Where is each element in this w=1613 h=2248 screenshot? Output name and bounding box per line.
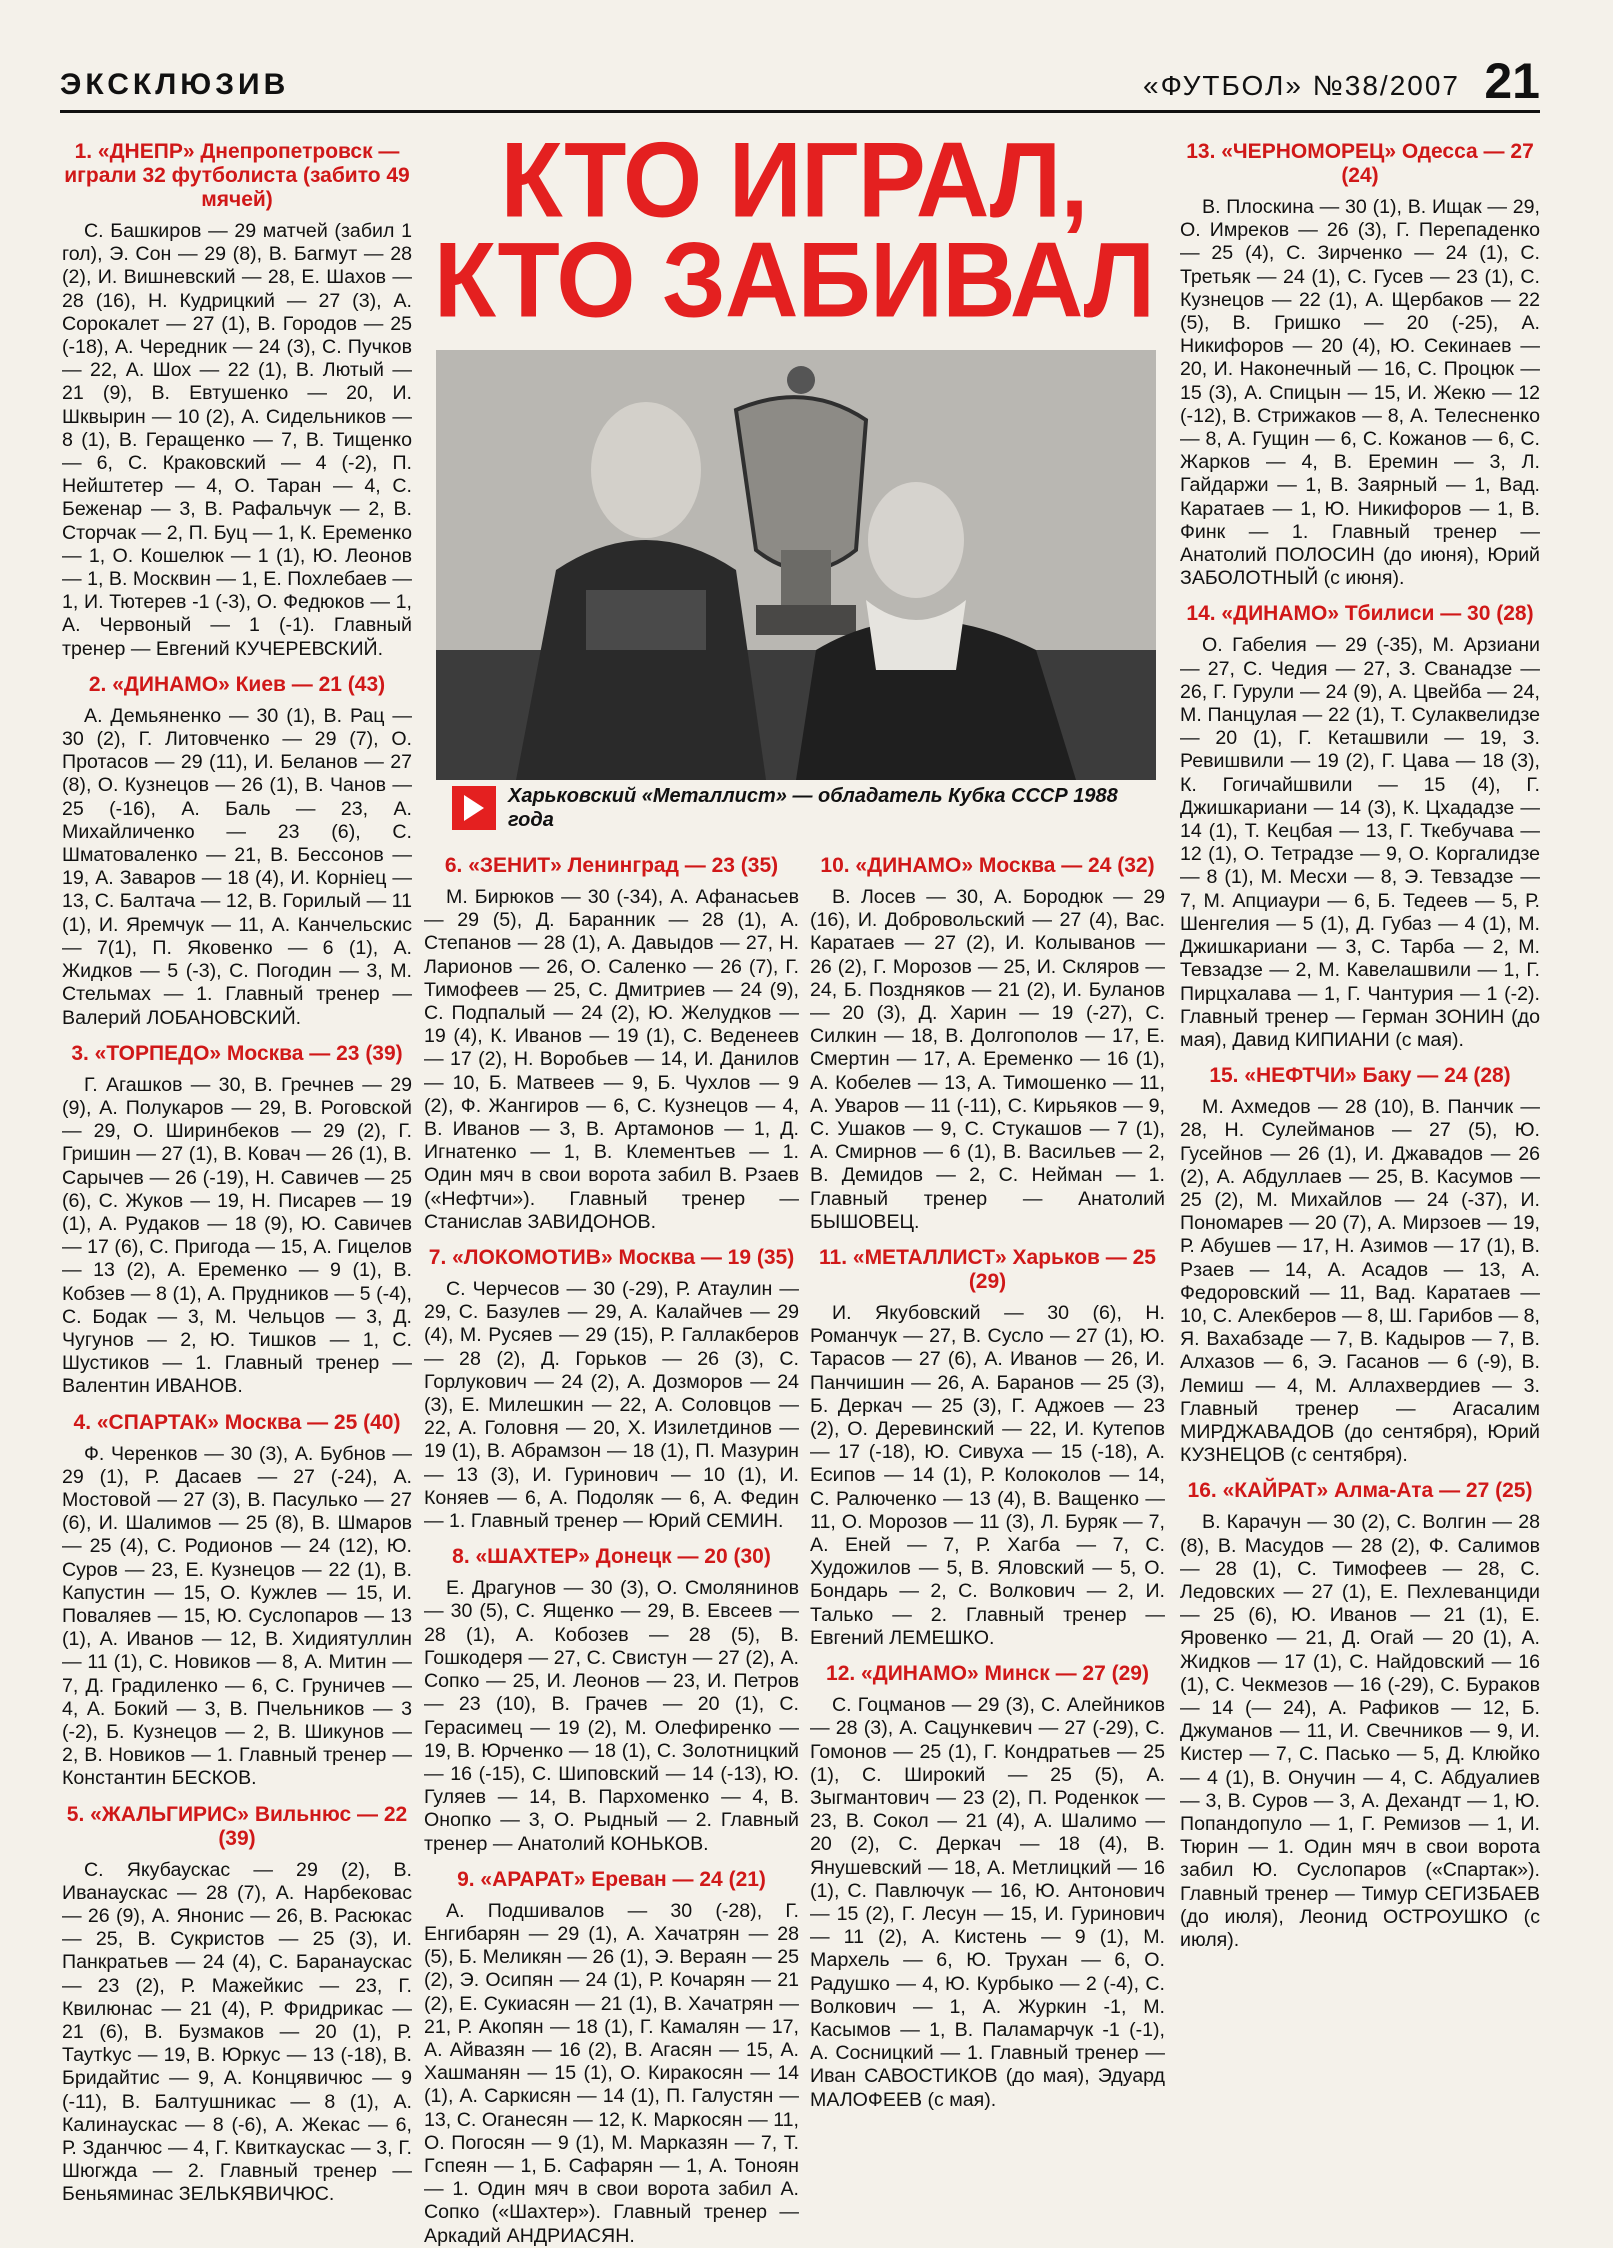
team-trophy-photo xyxy=(436,350,1156,780)
arrow-icon xyxy=(452,786,496,830)
club-title: 6. «ЗЕНИТ» Ленинград — 23 (35) xyxy=(444,854,779,877)
column-2 xyxy=(424,840,799,2247)
club-title: 9. «АРАРАТ» Ереван — 24 (21) xyxy=(457,1867,766,1891)
headline xyxy=(424,120,1164,340)
section-label: ЭКСКЛЮЗИВ xyxy=(60,68,290,101)
club-title: 16. «КАЙРАТ» Алма-Ата — 27 (25) xyxy=(1187,1479,1533,1503)
club-title: 2. «ДИНАМО» Киев — 21 (43) xyxy=(88,672,386,696)
club-title: 1. «ДНЕПР» Днепропетровск — играли 32 футболиста (забито 49 мячей) xyxy=(64,140,410,211)
club-roster: В. Карачун — 30 (2), С. Волгин — 28 (8), В. Масудов — 28 (2), Ф. Салимов — 28 (1), С. Тимофеев — 28, С. Ледовских — 27 (1), Е. Пехлеванциди — 25 (6), Ю. Иванов — 21 (1), Е. Яровенко — 21, Д. Огай — 20 (1), А. Жидков — 17 (1), С. Найдовский — 16 (1), С. Чекмезов — 16 (-29), С. Бураков — 14 (— 24), А. Рафиков — 12, Б. Джуманов — 11, И. Свечников — 9, И. Кистер — 7, С. Пасько — 5, Д. Клюйко — 4 (1), В. Онучин — 4, С. Абдуалиев — 3, В. Суров — 3, А. Дехандт — 1, Ю. Попандопуло — 1, Г. Ремизов — 1, И. Тюрин — 1. Один мяч в свои ворота забил Ю. Суслопаров («Спартак»). Главный тренер — Тимур СЕГИЗБАЕВ (до июля), Леонид ОСТРОУШКО (с июля). xyxy=(1180,1511,1540,1952)
club-title: 8. «ШАХТЕР» Донецк — 20 (30) xyxy=(452,1545,771,1569)
club-title: 11. «МЕТАЛЛИСТ» Харьков — 25 (29) xyxy=(819,1246,1156,1294)
column-1 xyxy=(62,126,412,2206)
club-title: 3. «ТОРПЕДО» Москва — 23 (39) xyxy=(71,1041,403,1065)
headline-line-1: КТО ИГРАЛ, xyxy=(500,120,1088,240)
caption-text: Харьковский «Металлист» — обладатель Кубка СССР 1988 года xyxy=(508,785,1118,831)
column-4 xyxy=(1180,126,1540,2166)
photo-caption xyxy=(452,784,1152,838)
club-roster: С. Башкиров — 29 матчей (забил 1 гол), Э. Сон — 29 (8), В. Багмут — 28 (2), И. Вишневский — 28, Е. Шахов — 28 (16), Н. Кудрицкий — 27 (3), А. Сорокалет — 27 (1), В. Городов — 25 (-18), А. Чередник — 24 (3), С. Пучков — 22, А. Шох — 22 (1), В. Лютый — 21 (9), В. Евтушенко — 20, И. Шквырин — 10 (2), А. Сидельников — 8 (1), В. Геращенко — 7, В. Тищенко — 6, С. Краковский — 4 (-2), П. Нейштетер — 4, О. Таран — 4, С. Беженар — 3, В. Рафальчук — 2, В. Сторчак — 2, П. Буц — 1, К. Еременко — 1, О. Кошелюк — 1 (1), Ю. Леонов — 1, В. Москвин — 1, Е. Похлебаев — 1, И. Тютерев -1 (-3), О. Федюков — 1, А. Червоный — 1 (-1). Главный тренер — Евгений КУЧЕРЕВСКИЙ. xyxy=(62,220,412,660)
club-roster: Е. Драгунов — 30 (3), О. Смолянинов — 30 (5), С. Ященко — 29, В. Евсеев — 28 (1), А. Кобозев — 28 (5), В. Гошкодеря — 27, С. Свистун — 27 (2), А. Сопко — 25, И. Леонов — 23, И. Петров — 23 (10), В. Грачев — 20 (1), С. Герасимец — 19 (2), М. Олефиренко — 19, В. Юрченко — 18 (1), С. Золотницкий — 16 (-15), С. Шиповский — 14 (-13), Ю. Гуляев — 14, В. Пархоменко — 4, В. Онопко — 3, О. Рыдный — 2. Главный тренер — Анатолий КОНЬКОВ. xyxy=(424,1577,799,1855)
club-title: 15. «НЕФТЧИ» Баку — 24 (28) xyxy=(1209,1064,1511,1088)
club-roster: А. Подшивалов — 30 (-28), Г. Енгибарян — 29 (1), А. Хачатрян — 28 (5), Б. Меликян — 26 (1), Э. Вераян — 25 (2), Э. Осипян — 24 (1), Р. Кочарян — 21 (2), Е. Сукиасян — 21 (1), В. Хачатрян — 21, Р. Акопян — 18 (1), Г. Камалян — 17, А. Айвазян — 16 (2), В. Агасян — 15, А. Хашманян — 15 (1), О. Киракосян — 14 (1), А. Саркисян — 14 (1), П. Галустян — 13, С. Оганесян — 12, К. Маркосян — 11, О. Погосян — 9 (1), М. Марказян — 7, Т. Гспеян — 1, Б. Сафарян — 1, А. Тонoян — 1. Один мяч в свои ворота забил А. Сопко («Шахтер»). Главный тренер — Аркадий АНДРИАСЯН. xyxy=(424,1899,799,2247)
club-roster: В. Лосев — 30, А. Бородюк — 29 (16), И. Добровольский — 27 (4), Вас. Каратаев — 27 (2), И. Колыванов — 26 (2), Г. Морозов — 25, И. Скляров — 24, Б. Поздняков — 21 (2), И. Буланов — 20 (3), Д. Харин — 19 (-27), С. Силкин — 18, В. Долгополов — 17, Е. Смертин — 17, А. Еременко — 16 (1), А. Кобелев — 13, А. Тимошенко — 11, А. Уваров — 11 (-11), С. Кирьяков — 9, С. Ушаков — 9, С. Стукашов — 7 (1), А. Смирнов — 6 (1), В. Васильев — 2, В. Демидов — 2, С. Нейман — 1. Главный тренер — Анатолий БЫШОВЕЦ. xyxy=(810,886,1165,1233)
club-roster: М. Бирюков — 30 (-34), А. Афанасьев — 29 (5), Д. Баранник — 28 (1), А. Степанов — 28 (1), А. Давыдов — 27, Н. Ларионов — 26, О. Саленко — 26 (7), Г. Тимофеев — 25, С. Дмитриев — 24 (9), С. Подпалый — 24 (2), Ю. Желудков — 19 (4), К. Иванов — 19 (1), С. Веденеев — 17 (2), Н. Воробьев — 14, И. Данилов — 10, Б. Матвеев — 9, Б. Чухлов — 9 (2), Ф. Жангиров — 6, С. Кузнецов — 4, В. Иванов — 3, В. Артамонов — 1, Д. Игнатенко — 1, В. Клементьев — 1. Один мяч в свои ворота забил В. Рзаев («Нефтчи»). Главный тренер — Станислав ЗАВИДОНОВ. xyxy=(424,886,799,1233)
club-roster: И. Якубовский — 30 (6), Н. Романчук — 27, В. Сусло — 27 (1), Ю. Тарасов — 27 (6), А. Иванов — 26, И. Панчишин — 26, А. Баранов — 25 (3), Б. Деркач — 25 (3), Г. Аджоев — 23 (2), О. Деревинский — 22, И. Кутепов — 17 (-18), Ю. Сивуха — 15 (-18), А. Есипов — 14 (1), Р. Колоколов — 14, С. Ралюченко — 13 (4), В. Ващенко — 11, О. Морозов — 11 (3), Л. Буряк — 7, А. Еней — 7, Р. Хагба — 7, С. Художилов — 5, В. Яловский — 5, О. Бондарь — 2, С. Волкович — 2, И. Талько — 2. Главный тренер — Евгений ЛЕМЕШКО. xyxy=(810,1302,1165,1649)
club-roster: М. Ахмедов — 28 (10), В. Панчик — 28, Н. Сулейманов — 27 (5), Ю. Гусейнов — 26 (1), И. Джавадов — 26 (2), А. Абдуллаев — 25, В. Касумов — 25 (2), М. Михайлов — 24 (-37), И. Пономарев — 20 (7), А. Мирзоев — 19, Р. Абушев — 17, Н. Азимов — 17 (1), В. Рзаев — 14, А. Асадов — 13, А. Федоровский — 11, Вад. Каратаев — 10, С. Алекберов — 8, Ш. Гарибов — 8, Я. Вахабзаде — 7, В. Кадыров — 7, В. Алхазов — 6, Э. Гасанов — 6 (-9), В. Лемиш — 4, М. Аллахвердиев — 3. Главный тренер — Агасалим МИРДЖАВАДОВ (до сентября), Юрий КУЗНЕЦОВ (с сентября). xyxy=(1180,1096,1540,1467)
issue-label: «ФУТБОЛ» №38/2007 xyxy=(1143,70,1460,101)
club-roster: А. Демьяненко — 30 (1), В. Рац — 30 (2), Г. Литовченко — 29 (7), О. Протасов — 29 (11), И. Беланов — 27 (8), О. Кузнецов — 26 (1), В. Чанов — 25 (-16), А. Баль — 23, А. Михайличенко — 23 (6), С. Шматоваленко — 21, В. Бессонов — 19, А. Заваров — 18 (4), И. Корнiец — 13, С. Балтача — 12, В. Горилый — 11 (1), И. Яремчук — 11, А. Канчельскис — 7(1), П. Яковенко — 6 (1), А. Жидков — 5 (-3), С. Погодин — 3, М. Стельмах — 1. Главный тренер — Валерий ЛОБАНОВСКИЙ. xyxy=(62,704,412,1029)
club-title: 7. «ЛОКОМОТИВ» Москва — 19 (35) xyxy=(428,1246,795,1270)
column-3 xyxy=(810,840,1165,2160)
club-roster: О. Габелия — 29 (-35), М. Арзиани — 27, С. Чедия — 27, З. Сванадзе — 26, Г. Гурули — 24 (9), А. Цвейба — 24, М. Панцулая — 22 (1), Т. Сулаквелидзе — 20 (1), Г. Кеташвили — 19, З. Ревишвили — 19 (2), Г. Цава — 18 (3), К. Гогичайшвили — 15 (4), Г. Джишкариани — 14 (3), К. Цxададзе — 14 (1), Т. Кецбая — 13, Г. Ткебучава — 12 (1), О. Тетрадзе — 9, О. Коргалидзе — 8 (1), М. Месхи — 8, Э. Тевзадзе — 7, М. Апциаури — 6, Б. Тедеев — 5, Р. Шенгелия — 5 (1), Д. Губаз — 4 (1), М. Джишкариани — 3, С. Тарба — 2, М. Тевзадзе — 2, М. Кавелашвили — 1, Г. Пирцхалава — 1, Г. Чантурия — 1 (-2). Главный тренер — Герман ЗОНИН (до мая), Давид КИПИАНИ (с мая). xyxy=(1180,634,1540,1051)
club-title: 5. «ЖАЛЬГИРИС» Вильнюс — 22 (39) xyxy=(66,1802,408,1850)
page-number: 21 xyxy=(1484,53,1540,109)
club-roster: Г. Агашков — 30, В. Гречнев — 29 (9), А. Полукаров — 29, В. Роговской — 29, О. Ширинбеков — 29 (2), Г. Гришин — 27 (1), В. Ковач — 26 (1), В. Сарычев — 26 (-19), Н. Савичев — 25 (6), С. Жуков — 19, Н. Писарев — 19 (1), А. Рудаков — 18 (9), Ю. Савичев — 17 (6), С. Пригода — 15, А. Гицелов — 13 (2), А. Еременко — 9 (1), В. Кобзев — 8 (1), А. Прудников — 5 (-4), С. Бодак — 3, М. Чельцов — 3, Д. Чугунов — 2, Ю. Тишков — 1, С. Шустиков — 1. Главный тренер — Валентин ИВАНОВ. xyxy=(62,1073,412,1398)
club-title: 14. «ДИНАМО» Тбилиси — 30 (28) xyxy=(1186,602,1534,626)
club-title: 13. «ЧЕРНОМОРЕЦ» Одесса — 27 (24) xyxy=(1186,140,1534,187)
photo-illustration xyxy=(436,350,1156,780)
club-roster: В. Плоскина — 30 (1), В. Ищак — 29, О. Имреков — 26 (3), Г. Перепаденко — 25 (4), С. Зирченко — 24 (1), С. Третьяк — 24 (1), С. Гусев — 23 (1), С. Кузнецов — 22 (1), А. Щербаков — 22 (5), В. Гришко — 20 (-25), А. Никифоров — 20 (4), Ю. Секинаев — 20, И. Наконечный — 16, С. Процюк — 15 (3), А. Спицын — 15, И. Жекю — 12 (-12), В. Стрижаков — 8, А. Телесненко — 8, А. Гущин — 6, С. Кожанов — 6, С. Жарков — 4, В. Еремин — 3, Л. Гайдаржи — 1, В. Заярный — 1, Вад. Каратаев — 1, Ю. Никифоров — 1, В. Финк — 1. Главный тренер — Анатолий ПОЛОСИН (до июня), Юрий ЗАБОЛОТНЫЙ (с июня). xyxy=(1180,196,1540,590)
club-title: 12. «ДИНАМО» Минск — 27 (29) xyxy=(826,1662,1149,1686)
club-roster: Ф. Черенков — 30 (3), А. Бубнов — 29 (1), Р. Дасаев — 27 (-24), А. Мостовой — 27 (3), В. Пасулько — 27 (6), И. Шалимов — 25 (8), В. Шмаров — 25 (4), С. Родионов — 24 (12), Ю. Суров — 23, Е. Кузнецов — 22 (1), В. Капустин — 15, О. Кужлев — 15, И. Поваляев — 15, Ю. Суслопаров — 13 (1), А. Иванов — 12, В. Хидиятуллин — 11 (1), С. Новиков — 8, А. Митин — 7, Д. Градиленко — 6, С. Груничев — 4, А. Бокий — 3, В. Пчельников — 3 (-2), Б. Кузнецов — 2, В. Шикунов — 2, В. Новиков — 1. Главный тренер — Константин БЕСКОВ. xyxy=(62,1442,412,1790)
club-roster: С. Гоцманов — 29 (3), С. Алейников — 28 (3), А. Сацункевич — 27 (-29), С. Гомонов — 25 (1), Г. Кондратьев — 25 (1), С. Широкий — 25 (5), А. Зыгмантович — 23 (2), П. Роденкок — 23, В. Сокол — 21 (4), А. Шалимо — 20 (2), С. Деркач — 18 (4), В. Янушевский — 18, А. Метлицкий — 16 (1), С. Павлючук — 16, Ю. Антонович — 15 (2), Г. Лесун — 15, И. Гуринович — 11 (2), А. Кистень — 9 (1), М. Мархель — 6, Ю. Трухан — 6, О. Радушко — 4, Ю. Курбыко — 2 (-4), С. Волкович — 1, А. Журкин -1, М. Касымов — 1, В. Паламарчук -1 (-1), А. Сосницкий — 1. Главный тренер — Иван САВОСТИКОВ (до мая), Эдуард МАЛОФЕЕВ (с мая). xyxy=(810,1694,1165,2111)
club-title: 4. «СПАРТАК» Москва — 25 (40) xyxy=(73,1410,401,1434)
club-roster: С. Якубаускас — 29 (2), В. Иванаускас — 28 (7), А. Нарбековас — 26 (9), А. Янонис — 26, В. Расюкас — 25, В. Сукристов — 25 (3), И. Панкратьев — 24 (4), С. Баранаускас — 23 (2), Р. Мажейкис — 23, Г. Квилюнас — 21 (4), Р. Фридрикас — 21 (6), В. Бузмаков — 20 (1), Р. Таутkус — 19, В. Юркус — 13 (-18), В. Бридайтис — 9, А. Концявичюс — 9 (-11), В. Балтушникас — 8 (1), А. Калинаускас — 8 (-6), А. Жекас — 6, Р. Зданчюс — 4, Г. Квиткаускас — 3, Г. Шюгжда — 2. Главный тренер — Беньяминас ЗЕЛЬКЯВИЧЮС. xyxy=(62,1858,412,2206)
headline-line-2: КТО ЗАБИВАЛ xyxy=(433,220,1155,340)
club-roster: С. Черчесов — 30 (-29), Р. Атаулин — 29, С. Базулев — 29, А. Калайчев — 29 (4), М. Русяев — 29 (15), Р. Галлакберов — 28 (2), Д. Горьков — 26 (3), С. Горлукович — 24 (2), А. Дозморов — 24 (3), Е. Милешкин — 22, А. Соловцов — 22, А. Головня — 20, Х. Изилетдинов — 19 (1), В. Абрамзон — 18 (1), П. Мазурин — 13 (3), И. Гуринович — 10 (1), И. Коняев — 6, А. Подоляк — 6, А. Федин — 1. Главный тренер — Юрий СЕМИН. xyxy=(424,1278,799,1533)
club-title: 10. «ДИНАМО» Москва — 24 (32) xyxy=(820,854,1155,877)
page-header xyxy=(60,53,1540,113)
